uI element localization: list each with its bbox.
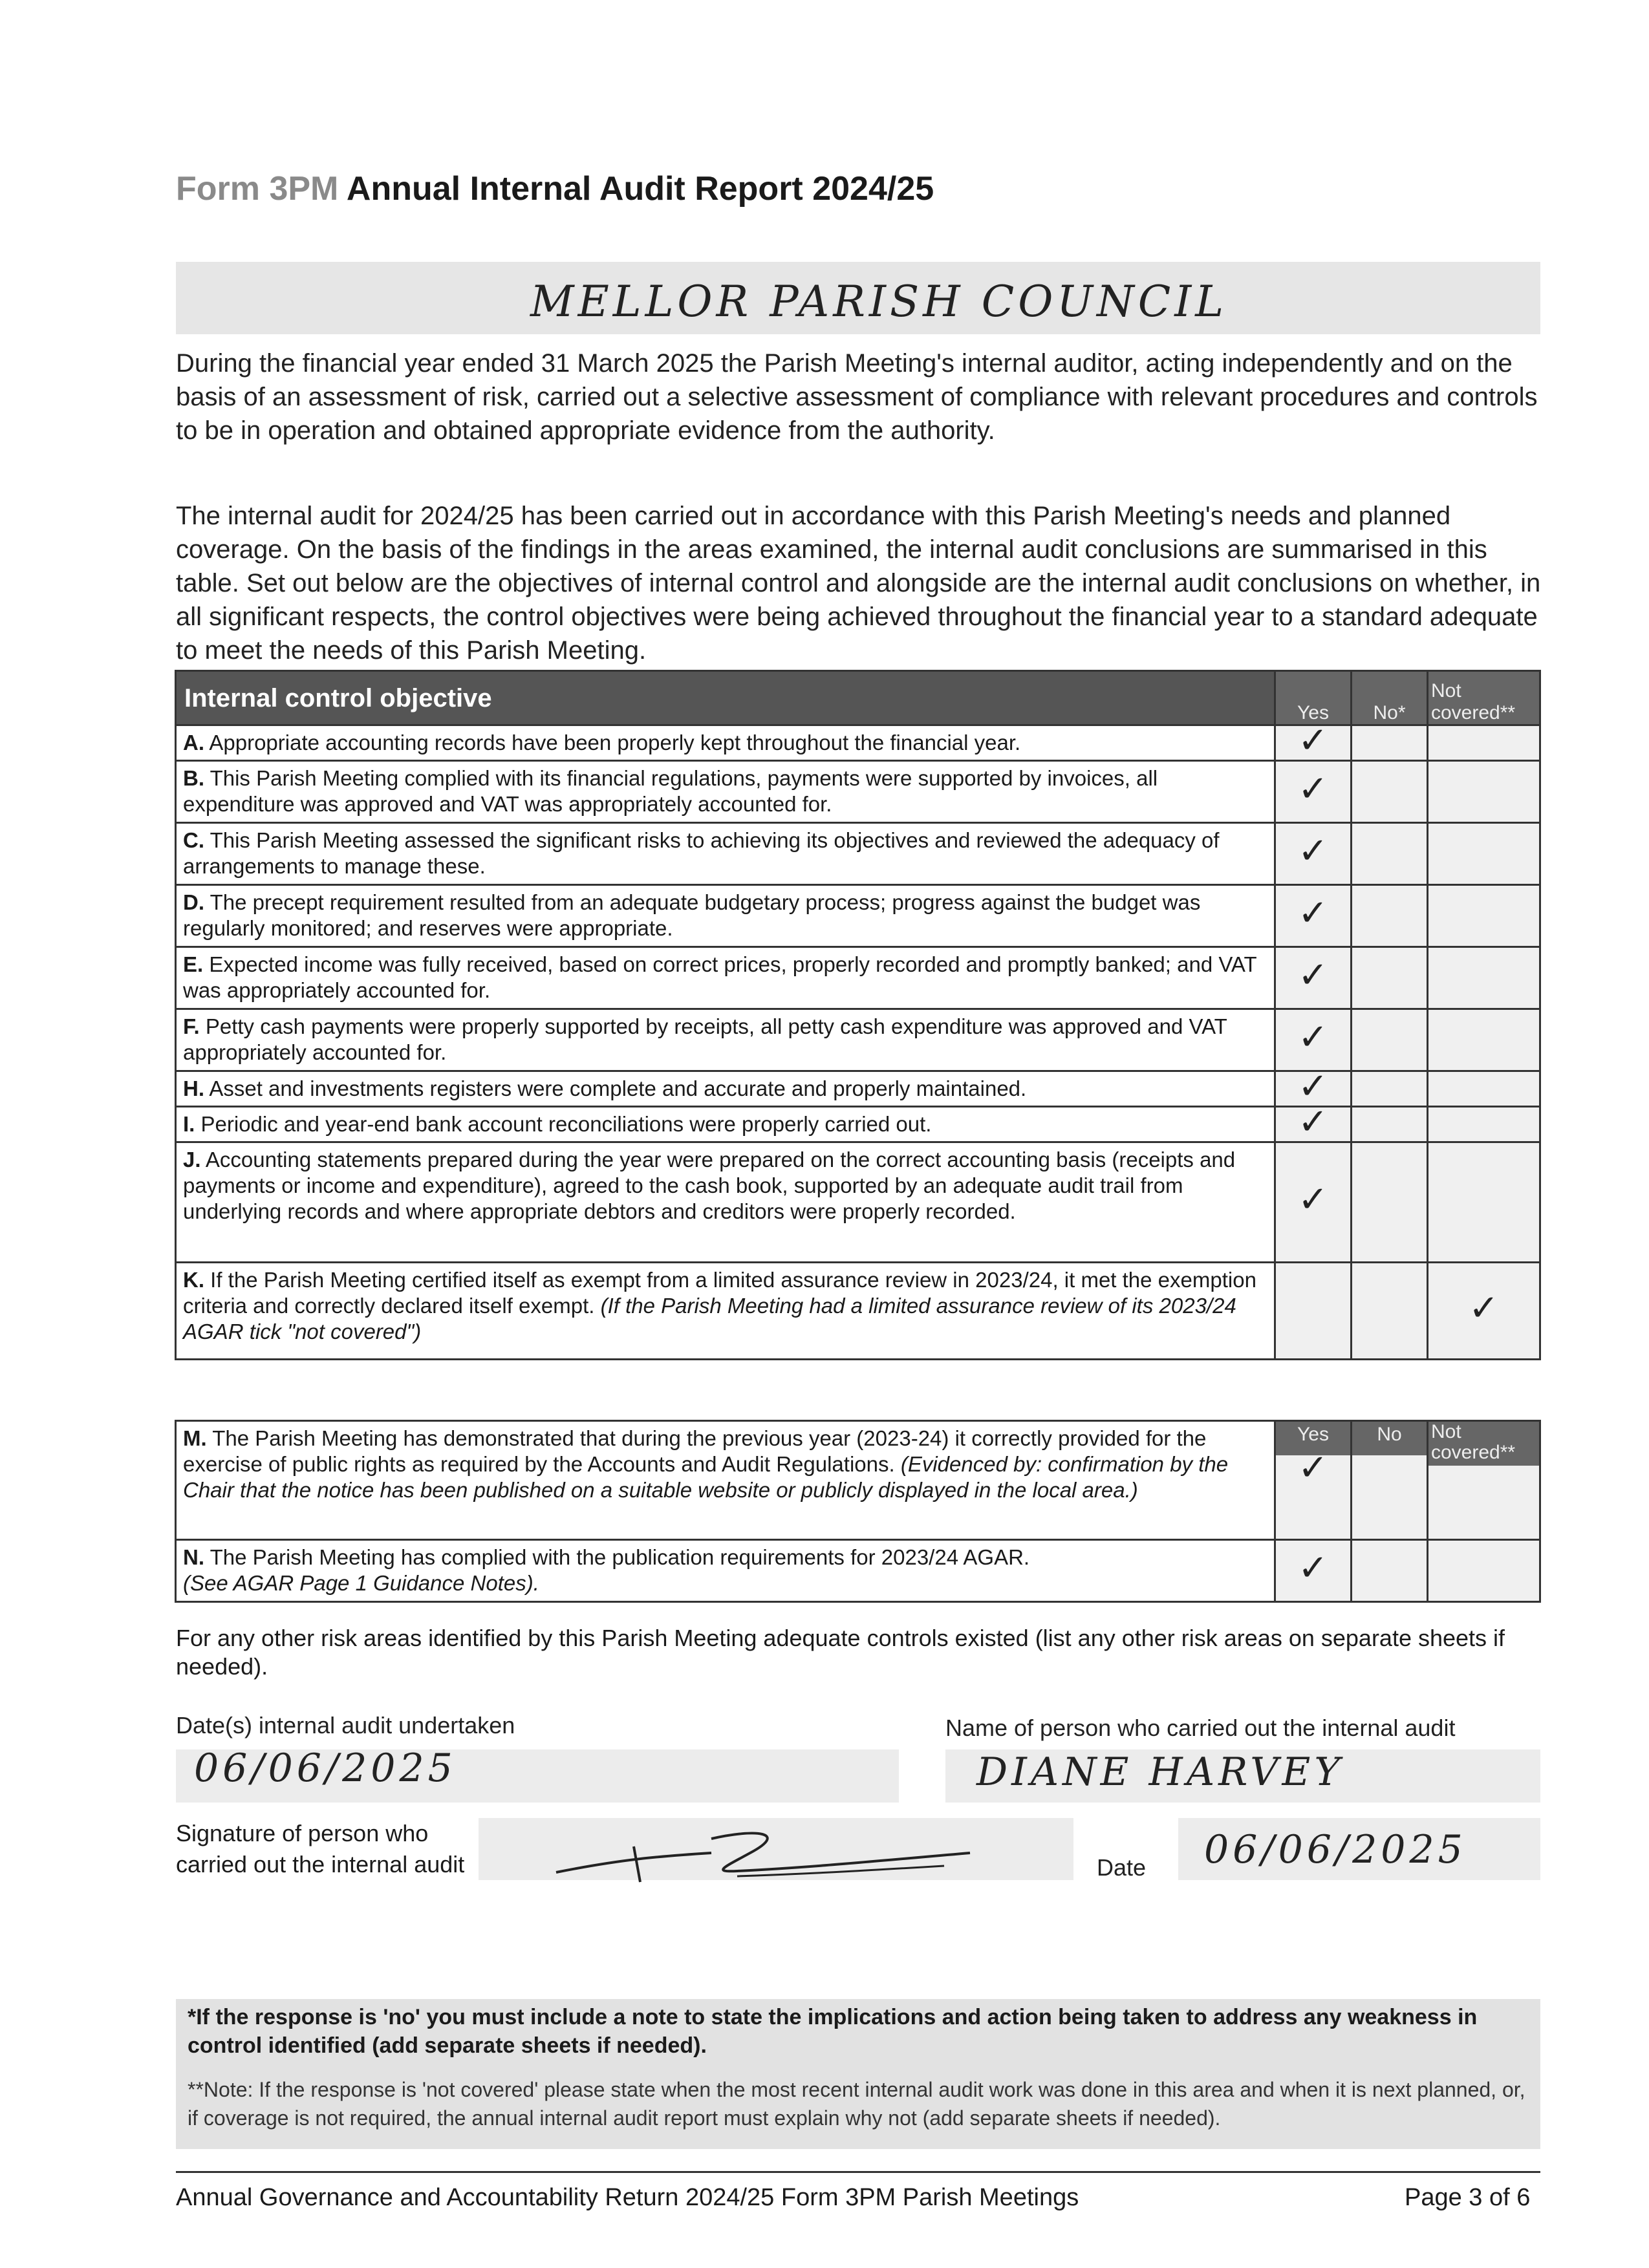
objective-k-note: (If the Parish Meeting had a limited assurance review of its 2023/24 AGAR tick "not covered") [183,1294,1236,1343]
checkbox-no[interactable] [1352,1142,1428,1263]
table-row [176,1107,1540,1142]
table-row [176,947,1540,1009]
objective-text: E. Expected income was fully received, based on correct prices, properly recorded and promptly banked; and VAT was appropriately accounted for. [176,947,1275,1009]
table-row [176,885,1540,947]
objective-n-note: (See AGAR Page 1 Guidance Notes). [183,1571,539,1595]
checkbox-not-covered[interactable] [1428,725,1540,761]
checkbox-not-covered[interactable] [1428,1071,1540,1107]
checkbox-k-not-covered[interactable] [1428,1263,1540,1360]
checkbox-m-no[interactable] [1352,1421,1428,1540]
public-rights-table [175,1420,1541,1603]
no-column-header: No* [1352,671,1428,725]
check-mark-icon: ✓ [1298,830,1328,872]
council-name-value: MELLOR PARISH COUNCIL [530,277,1228,326]
yes-column-header-2: Yes [1276,1422,1350,1455]
objective-text: A. Appropriate accounting records have been properly kept throughout the financial year. [176,725,1275,761]
checkbox-k-no[interactable] [1352,1263,1428,1360]
not-covered-column-header: Not covered** [1428,671,1540,725]
check-mark-icon: ✓ [1298,892,1328,934]
table-row [176,1009,1540,1071]
objective-text: F. Petty cash payments were properly supported by receipts, all petty cash expenditure was approved and VAT appropriately accounted for. [176,1009,1275,1071]
objective-text: I. Periodic and year-end bank account reconciliations were properly carried out. [176,1107,1275,1142]
checkbox-yes[interactable] [1275,1009,1352,1071]
footer-text: Annual Governance and Accountability Return 2024/25 Form 3PM Parish Meetings [176,2184,1079,2211]
internal-control-table [175,670,1541,1360]
signature-date-label: Date [1097,1854,1147,1881]
intro-paragraph-1: During the financial year ended 31 March 2025 the Parish Meeting's internal auditor, acting independently and on the basis of an assessment of risk, carried out a selective assessment of compliance with relevant procedures and controls to be in operation and obtained appropriate evidence from the authority. [176,349,1538,445]
checkbox-not-covered[interactable] [1428,1107,1540,1142]
auditor-name-value: DIANE HARVEY [976,1749,1344,1795]
checkbox-k-yes[interactable] [1275,1263,1352,1360]
checkbox-not-covered[interactable] [1428,947,1540,1009]
checkbox-not-covered[interactable] [1428,823,1540,885]
table-row [176,823,1540,885]
no-column-header-2: No [1352,1422,1427,1455]
checkbox-m-not-covered[interactable] [1428,1421,1540,1540]
table-row-n [176,1540,1540,1602]
table-row-k [176,1263,1540,1360]
checkbox-not-covered[interactable] [1428,761,1540,823]
audit-date-label: Date(s) internal audit undertaken [176,1712,515,1738]
checkbox-yes[interactable] [1275,1100,1352,1143]
check-mark-icon: ✓ [1298,1065,1328,1107]
objective-k: K. If the Parish Meeting certified itself as exempt from a limited assurance review in 2023/24, it met the exemption criteria and correctly declared itself exempt. (If the Parish Meeting had a limited assurance review of its 2023/24 AGAR tick "not covered") [176,1263,1275,1360]
checkbox-no[interactable] [1352,725,1428,761]
checkbox-no[interactable] [1352,823,1428,885]
check-mark-icon: ✓ [1298,768,1328,810]
checkbox-n-no[interactable] [1352,1540,1428,1602]
form-code: Form 3PM [176,170,339,208]
objective-text: C. This Parish Meeting assessed the significant risks to achieving its objectives and reviewed the adequacy of arrangements to manage these. [176,823,1275,885]
note-no-response: *If the response is 'no' you must include a note to state the implications and action being taken to address any weakness in control identified (add separate sheets if needed). [188,2005,1478,2058]
checkbox-n-not-covered[interactable] [1428,1540,1540,1602]
objective-n-text: The Parish Meeting has complied with the publication requirements for 2023/24 AGAR. [210,1545,1030,1569]
objective-m-note: (Evidenced by: confirmation by the Chair that the notice has been published on a suitable website or publicly displayed in the local area.) [183,1452,1229,1502]
table-row [176,1071,1540,1107]
not-covered-column-header-2: Not covered** [1428,1422,1539,1466]
checkbox-no[interactable] [1352,761,1428,823]
signature-date-value: 06/06/2025 [1204,1827,1467,1872]
check-mark-icon: ✓ [1298,954,1328,996]
check-mark-icon: ✓ [1298,1100,1328,1143]
checkbox-no[interactable] [1352,1009,1428,1071]
objective-m: M. The Parish Meeting has demonstrated that during the previous year (2023-24) it correctly provided for the exercise of public rights as required by the Accounts and Audit Regulations. (Evidenced by: confirmation by the Chair that the notice has been published on a suitable website or publicly displayed in the local area.) [176,1421,1275,1540]
checkbox-no[interactable] [1352,947,1428,1009]
checkbox-not-covered[interactable] [1428,1142,1540,1263]
auditor-name-label: Name of person who carried out the internal audit [945,1715,1456,1741]
intro-paragraph-2: The internal audit for 2024/25 has been carried out in accordance with this Parish Meeting's needs and planned coverage. On the basis of the findings in the areas examined, the internal audit conclusions are summarised in this table. Set out below are the objectives of internal control and alongside are the internal audit conclusions on whether, in all significant respects, the control objectives were being achieved throughout the financial year to a standard adequate to meet the needs of this Parish Meeting. [176,502,1541,665]
checkbox-yes[interactable] [1275,1142,1352,1263]
check-mark-icon: ✓ [1298,1016,1328,1058]
check-mark-icon: ✓ [1298,1179,1328,1221]
page-title [176,169,934,208]
objective-k-text: If the Parish Meeting certified itself as exempt from a limited assurance review in 2023/24, it met the exemption criteria and correctly declared itself exempt. [183,1268,1256,1318]
checkbox-m-yes[interactable] [1275,1421,1352,1540]
checkbox-no[interactable] [1352,1107,1428,1142]
table-row [176,761,1540,823]
checkbox-yes[interactable] [1275,719,1352,762]
objective-text: J. Accounting statements prepared during the year were prepared on the correct accounting basis (receipts and payments or income and expenditure), agreed to the cash book, supported by an adequate audit trail from underlying records and where appropriate debtors and creditors were properly recorded. [176,1142,1275,1263]
objective-text: H. Asset and investments registers were complete and accurate and properly maintained. [176,1071,1275,1107]
check-mark-icon: ✓ [1298,719,1328,762]
objective-text: D. The precept requirement resulted from an adequate budgetary process; progress against the budget was regularly monitored; and reserves were appropriate. [176,885,1275,947]
checkbox-no[interactable] [1352,885,1428,947]
footer-divider [176,2171,1540,2173]
objective-m-text: The Parish Meeting has demonstrated that during the previous year (2023-24) it correctly provided for the exercise of public rights as required by the Accounts and Audit Regulations. [183,1426,1207,1476]
page-number: Page 3 of 6 [1405,2184,1531,2211]
checkbox-no[interactable] [1352,1071,1428,1107]
yes-column-header: Yes [1275,671,1352,725]
objective-column-header: Internal control objective [176,671,1275,725]
checkbox-not-covered[interactable] [1428,1009,1540,1071]
check-mark-icon: ✓ [1298,1447,1328,1489]
table-row [176,1142,1540,1263]
checkbox-yes[interactable] [1275,823,1352,885]
checkbox-n-yes[interactable] [1275,1540,1352,1602]
note-not-covered: **Note: If the response is 'not covered' please state when the most recent internal audit work was done in this area and when it is next planned, or, if coverage is not required, the annual internal audit report must explain why not (add separate sheets if needed). [188,2078,1525,2130]
signature-icon [543,1821,996,1883]
check-mark-icon: ✓ [1469,1287,1499,1329]
checkbox-not-covered[interactable] [1428,885,1540,947]
audit-date-value: 06/06/2025 [194,1746,457,1791]
table-row [176,725,1540,761]
checkbox-yes[interactable] [1275,947,1352,1009]
objective-n: N. The Parish Meeting has complied with the publication requirements for 2023/24 AGAR. (See AGAR Page 1 Guidance Notes). [176,1540,1275,1602]
form-title: Annual Internal Audit Report 2024/25 [346,170,934,208]
checkbox-yes[interactable] [1275,885,1352,947]
table-row-m [176,1421,1540,1540]
checkbox-yes[interactable] [1275,761,1352,823]
check-mark-icon: ✓ [1298,1547,1328,1589]
other-risks-text: For any other risk areas identified by this Parish Meeting adequate controls existed (list any other risk areas on separate sheets if needed). [176,1625,1505,1680]
objective-text: B. This Parish Meeting complied with its financial regulations, payments were supported by invoices, all expenditure was approved and VAT was appropriately accounted for. [176,761,1275,823]
signature-label: Signature of person who carried out the internal audit [176,1820,465,1878]
